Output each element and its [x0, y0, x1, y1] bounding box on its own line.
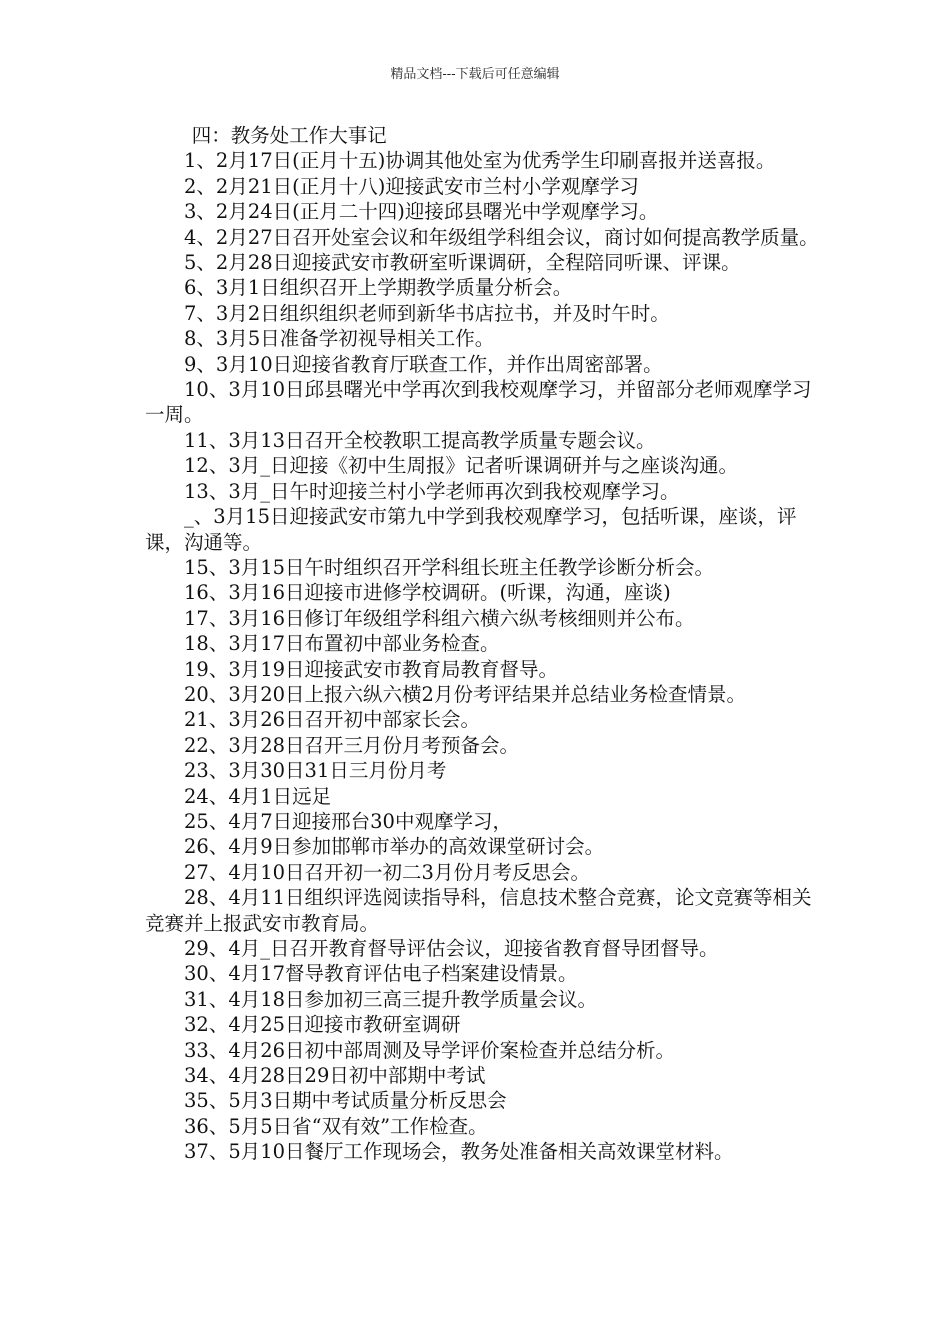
event-item: 28、4月11日组织评选阅读指导科，信息技术整合竞赛，论文竞赛等相关竞赛并上报武安市教育局。 [145, 886, 812, 935]
event-item: 12、3月_日迎接《初中生周报》记者听课调研并与之座谈沟通。 [184, 454, 738, 478]
event-item: 30、4月17督导教育评估电子档案建设情景。 [184, 962, 578, 986]
event-item: 27、4月10日召开初一初二3月份月考反思会。 [184, 860, 590, 884]
event-item: 22、3月28日召开三月份月考预备会。 [184, 733, 520, 757]
event-list [145, 148, 825, 1164]
event-item: 25、4月7日迎接邢台30中观摩学习， [184, 809, 512, 833]
section-title: 四：教务处工作大事记 [191, 124, 387, 147]
event-item: 32、4月25日迎接市教研室调研 [184, 1013, 461, 1037]
event-item: 5、2月28日迎接武安市教研室听课调研，全程陪同听课、评课。 [184, 251, 741, 275]
event-item: 33、4月26日初中部周测及导学评价案检查并总结分析。 [184, 1038, 676, 1062]
event-item: 2、2月21日(正月十八)迎接武安市兰村小学观摩学习 [184, 174, 639, 198]
event-item: 23、3月30日31日三月份月考 [184, 759, 447, 783]
event-item: 8、3月5日准备学初视导相关工作。 [184, 327, 495, 351]
event-item: 35、5月3日期中考试质量分析反思会 [184, 1089, 507, 1113]
event-item: 4、2月27日召开处室会议和年级组学科组会议，商讨如何提高教学质量。 [184, 225, 819, 249]
event-item: 15、3月15日午时组织召开学科组长班主任教学诊断分析会。 [184, 555, 715, 579]
event-item: 9、3月10日迎接省教育厅联查工作，并作出周密部署。 [184, 352, 663, 376]
event-item: 26、4月9日参加邯郸市举办的高效课堂研讨会。 [184, 835, 605, 859]
event-item: 24、4月1日远足 [184, 784, 332, 808]
event-item: 17、3月16日修订年级组学科组六横六纵考核细则并公布。 [184, 606, 695, 630]
event-item: 10、3月10日邱县曙光中学再次到我校观摩学习，并留部分老师观摩学习一周。 [145, 378, 812, 427]
event-item: 13、3月_日午时迎接兰村小学老师再次到我校观摩学习。 [184, 479, 680, 503]
event-item: 18、3月17日布置初中部业务检查。 [184, 632, 500, 656]
event-item: 16、3月16日迎接市进修学校调研。(听课，沟通，座谈) [184, 581, 671, 605]
event-item: 37、5月10日餐厅工作现场会，教务处准备相关高效课堂材料。 [184, 1140, 734, 1164]
event-item: 1、2月17日(正月十五)协调其他处室为优秀学生印刷喜报并送喜报。 [184, 149, 776, 173]
event-item: 19、3月19日迎接武安市教育局教育督导。 [184, 657, 559, 681]
event-item: 21、3月26日召开初中部家长会。 [184, 708, 481, 732]
event-item: 7、3月2日组织组织老师到新华书店拉书，并及时午时。 [184, 301, 670, 325]
event-item: 36、5月5日省“双有效”工作检查。 [184, 1114, 488, 1138]
event-item: 3、2月24日(正月二十四)迎接邱县曙光中学观摩学习。 [184, 200, 659, 224]
event-item: _、3月15日迎接武安市第九中学到我校观摩学习，包括听课，座谈，评课，沟通等。 [145, 505, 797, 554]
event-item: 29、4月_日召开教育督导评估会议，迎接省教育督导团督导。 [184, 937, 719, 960]
event-item: 20、3月20日上报六纵六横2月份考评结果并总结业务检查情景。 [184, 682, 746, 706]
event-item: 31、4月18日参加初三高三提升教学质量会议。 [184, 987, 598, 1011]
document-body [145, 123, 825, 1165]
event-item: 11、3月13日召开全校教职工提高教学质量专题会议。 [184, 428, 656, 452]
event-item: 6、3月1日组织召开上学期教学质量分析会。 [184, 276, 573, 300]
page-header: 精品文档---下载后可任意编辑 [390, 67, 560, 82]
event-item: 34、4月28日29日初中部期中考试 [184, 1064, 486, 1088]
